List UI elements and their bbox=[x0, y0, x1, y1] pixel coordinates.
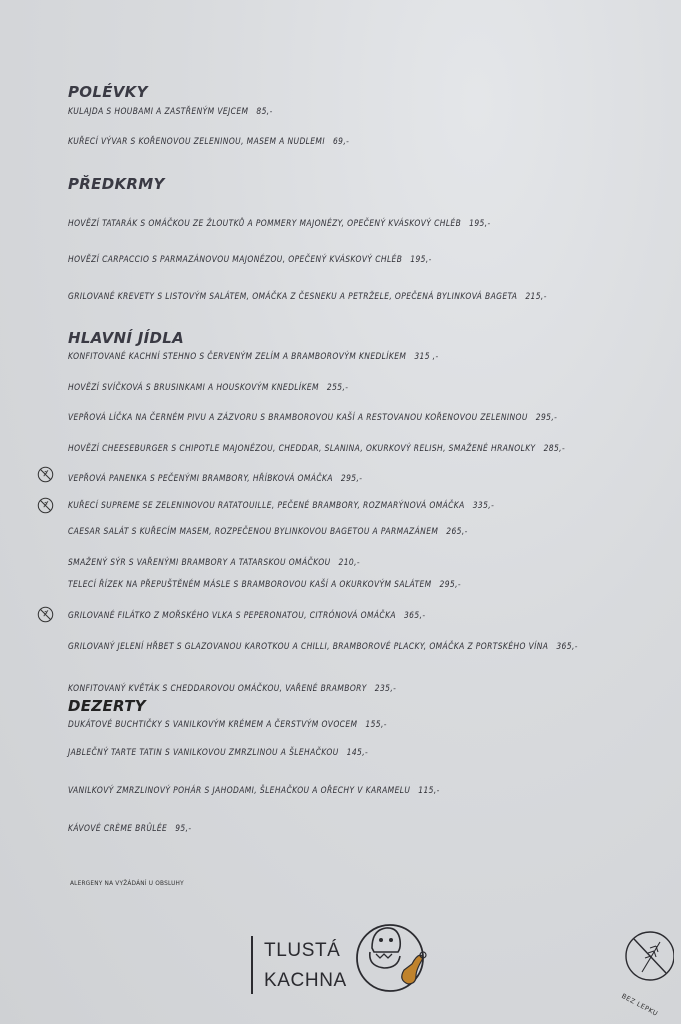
menu-item bbox=[68, 784, 641, 797]
menu-item bbox=[68, 718, 641, 731]
item-name: GRILOVANÉ FILÁTKO Z MOŘSKÉHO VLKA S PEPERONATOU, CITRÓNOVÁ OMÁČKA bbox=[68, 610, 396, 620]
menu-item bbox=[68, 499, 641, 512]
menu-item bbox=[68, 381, 641, 394]
item-name: HOVĚZÍ SVÍČKOVÁ S BRUSINKAMI A HOUSKOVÝM KNEDLÍKEM bbox=[68, 382, 319, 392]
item-price: 255,- bbox=[326, 382, 349, 392]
item-price: 145,- bbox=[346, 747, 369, 757]
badge-text: BEZ LEPKU bbox=[620, 992, 660, 1018]
item-price: 195,- bbox=[469, 218, 491, 228]
menu-item bbox=[68, 105, 641, 118]
item-name: CAESAR SALÁT S KUŘECÍM MASEM, ROZPEČENOU BYLINKOVOU BAGETOU A PARMAZÁNEM bbox=[68, 526, 439, 536]
item-name: JABLEČNÝ TARTE TATIN S VANILKOVOU ZMRZLINOU A ŠLEHAČKOU bbox=[68, 747, 339, 757]
item-name: GRILOVANÝ JELENÍ HŘBET S GLAZOVANOU KAROTKOU A CHILLI, BRAMBOROVÉ PLACKY, OMÁČKA Z PORTSKÉHO VÍNA bbox=[68, 641, 549, 651]
item-name: DUKÁTOVÉ BUCHTIČKY S VANILKOVÝM KRÉMEM A ČERSTVÝM OVOCEM bbox=[68, 719, 358, 729]
section-heading-dezerty: DEZERTY bbox=[68, 697, 146, 715]
menu-item bbox=[68, 253, 641, 266]
section-heading-predkrmy: PŘEDKRMY bbox=[68, 175, 165, 193]
item-price: 195,- bbox=[410, 254, 432, 264]
item-price: 335,- bbox=[472, 500, 495, 510]
item-name: HOVĚZÍ CHEESEBURGER S CHIPOTLE MAJONÉZOU, CHEDDAR, SLANINA, OKURKOVÝ RELISH, SMAŽENÉ HRANOLKY bbox=[68, 443, 536, 453]
item-price: 295,- bbox=[439, 579, 462, 589]
menu-item bbox=[68, 556, 641, 569]
menu-item bbox=[68, 682, 641, 695]
menu-item bbox=[68, 472, 641, 485]
duck-logo-icon bbox=[354, 918, 434, 998]
item-name: SMAŽENÝ SÝR S VAŘENÝMI BRAMBORY A TATARSKOU OMÁČKOU bbox=[68, 557, 331, 567]
item-name: VEPŘOVÁ PANENKA S PEČENÝMI BRAMBORY, HŘÍBKOVÁ OMÁČKA bbox=[68, 473, 333, 483]
item-price: 69,- bbox=[332, 136, 350, 146]
item-name: KUŘECÍ VÝVAR S KOŘENOVOU ZELENINOU, MASEM A NUDLEMI bbox=[68, 136, 325, 146]
menu-item bbox=[68, 290, 641, 303]
gluten-free-badge bbox=[614, 926, 674, 1018]
item-price: 365,- bbox=[403, 610, 426, 620]
gluten-free-icon bbox=[620, 926, 674, 992]
menu-item bbox=[68, 525, 641, 538]
gluten-free-icon bbox=[37, 606, 54, 623]
menu-item bbox=[68, 578, 641, 591]
item-name: TELECÍ ŘÍZEK NA PŘEPUŠTĚNÉM MÁSLE S BRAMBOROVOU KAŠÍ A OKURKOVÝM SALÁTEM bbox=[68, 579, 432, 589]
menu-item bbox=[68, 135, 641, 148]
item-name: VANILKOVÝ ZMRZLINOVÝ POHÁR S JAHODAMI, ŠLEHAČKOU A OŘECHY V KARAMELU bbox=[68, 785, 411, 795]
item-name: KÁVOVÉ CRÈME BRÛLÉE bbox=[68, 823, 168, 833]
restaurant-logo bbox=[250, 918, 440, 998]
item-price: 85,- bbox=[256, 106, 273, 116]
menu-item bbox=[68, 442, 641, 455]
menu-item bbox=[68, 822, 641, 835]
item-name: GRILOVANÉ KREVETY S LISTOVÝM SALÁTEM, OMÁČKA Z ČESNEKU A PETRŽELE, OPEČENÁ BYLINKOVÁ BAGETA bbox=[68, 291, 518, 301]
item-price: 215,- bbox=[525, 291, 547, 301]
item-price: 210,- bbox=[338, 557, 361, 567]
item-price: 285,- bbox=[543, 443, 566, 453]
logo-text-line2: KACHNA bbox=[264, 970, 347, 991]
menu-item bbox=[68, 217, 641, 230]
item-name: KONFITOVANÝ KVĚTÁK S CHEDDAROVOU OMÁČKOU, VAŘENÉ BRAMBORY bbox=[68, 683, 367, 693]
item-price: 95,- bbox=[175, 823, 192, 833]
menu-item bbox=[68, 411, 641, 424]
item-price: 235,- bbox=[374, 683, 397, 693]
item-name: VEPŘOVÁ LÍČKA NA ČERNÉM PIVU A ZÁZVORU S BRAMBOROVOU KAŠÍ A RESTOVANOU KOŘENOVOU ZELENINOU bbox=[68, 412, 528, 422]
item-price: 115,- bbox=[418, 785, 440, 795]
gluten-free-icon bbox=[37, 466, 54, 483]
item-price: 155,- bbox=[365, 719, 387, 729]
item-price: 295,- bbox=[535, 412, 558, 422]
item-name: HOVĚZÍ CARPACCIO S PARMAZÁNOVOU MAJONÉZOU, OPEČENÝ KVÁSKOVÝ CHLÉB bbox=[68, 254, 403, 264]
item-name: KONFITOVANÉ KACHNÍ STEHNO S ČERVENÝM ZELÍM A BRAMBOROVÝM KNEDLÍKEM bbox=[68, 351, 407, 361]
item-name: KUŘECÍ SUPREME SE ZELENINOVOU RATATOUILLE, PEČENÉ BRAMBORY, ROZMARÝNOVÁ OMÁČKA bbox=[68, 500, 465, 510]
item-price: 265,- bbox=[446, 526, 468, 536]
gluten-free-icon bbox=[37, 497, 54, 514]
allergen-note: ALERGENY NA VYŽÁDÁNÍ U OBSLUHY bbox=[70, 881, 184, 887]
menu-item bbox=[68, 350, 641, 363]
section-heading-polevky: POLÉVKY bbox=[68, 83, 148, 101]
item-name: HOVĚZÍ TATARÁK S OMÁČKOU ZE ŽLOUTKŮ A POMMERY MAJONÉZY, OPEČENÝ KVÁSKOVÝ CHLÉB bbox=[68, 218, 462, 228]
menu-item bbox=[68, 609, 641, 622]
menu-item bbox=[68, 746, 641, 759]
logo-text-line1: TLUSTÁ bbox=[264, 940, 341, 961]
menu-item bbox=[68, 640, 626, 653]
item-price: 365,- bbox=[556, 641, 578, 651]
item-name: KULAJDA S HOUBAMI A ZASTŘENÝM VEJCEM bbox=[68, 106, 249, 116]
item-price: 315 ,- bbox=[414, 351, 439, 361]
logo-divider bbox=[250, 936, 254, 994]
section-heading-hlavni: HLAVNÍ JÍDLA bbox=[68, 329, 185, 347]
item-price: 295,- bbox=[340, 473, 363, 483]
